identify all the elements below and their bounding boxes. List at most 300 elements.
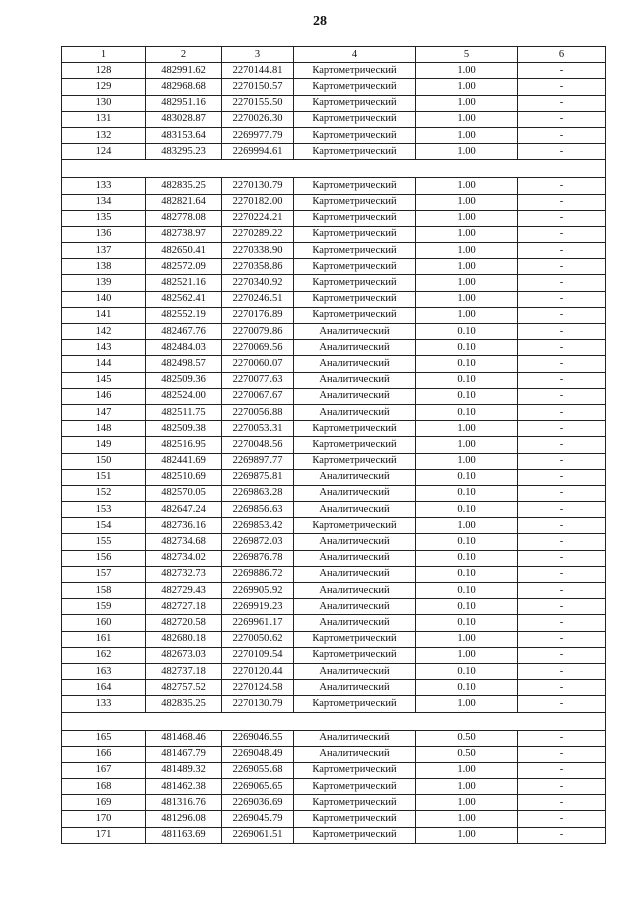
y-coordinate-cell: 2270130.79 <box>222 696 294 712</box>
y-coordinate-cell: 2270224.21 <box>222 210 294 226</box>
x-coordinate-cell: 482441.69 <box>146 453 222 469</box>
note-cell: - <box>518 95 606 111</box>
method-cell: Аналитический <box>294 356 416 372</box>
point-number-cell: 138 <box>62 259 146 275</box>
accuracy-cell: 1.00 <box>416 259 518 275</box>
accuracy-cell: 0.10 <box>416 550 518 566</box>
column-header: 3 <box>222 47 294 63</box>
table-row <box>62 453 606 469</box>
accuracy-cell: 1.00 <box>416 827 518 843</box>
table-row <box>62 566 606 582</box>
point-number-cell: 169 <box>62 795 146 811</box>
method-cell: Картометрический <box>294 811 416 827</box>
note-cell: - <box>518 404 606 420</box>
note-cell: - <box>518 615 606 631</box>
accuracy-cell: 1.00 <box>416 631 518 647</box>
accuracy-cell: 1.00 <box>416 63 518 79</box>
point-number-cell: 136 <box>62 226 146 242</box>
table-row <box>62 340 606 356</box>
x-coordinate-cell: 481489.32 <box>146 762 222 778</box>
y-coordinate-cell: 2270060.07 <box>222 356 294 372</box>
x-coordinate-cell: 482727.18 <box>146 599 222 615</box>
table-row <box>62 469 606 485</box>
x-coordinate-cell: 482951.16 <box>146 95 222 111</box>
x-coordinate-cell: 483153.64 <box>146 127 222 143</box>
table-row <box>62 680 606 696</box>
accuracy-cell: 0.10 <box>416 324 518 340</box>
table-row <box>62 730 606 746</box>
point-number-cell: 143 <box>62 340 146 356</box>
accuracy-cell: 1.00 <box>416 243 518 259</box>
y-coordinate-cell: 2270056.88 <box>222 404 294 420</box>
column-header: 4 <box>294 47 416 63</box>
y-coordinate-cell: 2270124.58 <box>222 680 294 696</box>
point-number-cell: 141 <box>62 307 146 323</box>
point-number-cell: 133 <box>62 178 146 194</box>
y-coordinate-cell: 2270067.67 <box>222 388 294 404</box>
x-coordinate-cell: 482552.19 <box>146 307 222 323</box>
accuracy-cell: 1.00 <box>416 111 518 127</box>
note-cell: - <box>518 356 606 372</box>
accuracy-cell: 1.00 <box>416 453 518 469</box>
table-row <box>62 762 606 778</box>
point-number-cell: 146 <box>62 388 146 404</box>
note-cell: - <box>518 178 606 194</box>
note-cell: - <box>518 340 606 356</box>
x-coordinate-cell: 482516.95 <box>146 437 222 453</box>
table-row <box>62 144 606 160</box>
y-coordinate-cell: 2269036.69 <box>222 795 294 811</box>
note-cell: - <box>518 566 606 582</box>
table-row <box>62 79 606 95</box>
accuracy-cell: 0.10 <box>416 583 518 599</box>
accuracy-cell: 1.00 <box>416 437 518 453</box>
method-cell: Аналитический <box>294 680 416 696</box>
y-coordinate-cell: 2269886.72 <box>222 566 294 582</box>
y-coordinate-cell: 2269055.68 <box>222 762 294 778</box>
point-number-cell: 132 <box>62 127 146 143</box>
x-coordinate-cell: 483295.23 <box>146 144 222 160</box>
y-coordinate-cell: 2269897.77 <box>222 453 294 469</box>
accuracy-cell: 0.50 <box>416 746 518 762</box>
method-cell: Картометрический <box>294 795 416 811</box>
point-number-cell: 133 <box>62 696 146 712</box>
note-cell: - <box>518 583 606 599</box>
accuracy-cell: 0.50 <box>416 730 518 746</box>
x-coordinate-cell: 481296.08 <box>146 811 222 827</box>
method-cell: Аналитический <box>294 324 416 340</box>
x-coordinate-cell: 482736.16 <box>146 518 222 534</box>
note-cell: - <box>518 275 606 291</box>
note-cell: - <box>518 680 606 696</box>
note-cell: - <box>518 388 606 404</box>
x-coordinate-cell: 482734.02 <box>146 550 222 566</box>
x-coordinate-cell: 481467.79 <box>146 746 222 762</box>
note-cell: - <box>518 663 606 679</box>
y-coordinate-cell: 2269905.92 <box>222 583 294 599</box>
method-cell: Картометрический <box>294 631 416 647</box>
table-row <box>62 388 606 404</box>
point-number-cell: 154 <box>62 518 146 534</box>
x-coordinate-cell: 481163.69 <box>146 827 222 843</box>
note-cell: - <box>518 827 606 843</box>
point-number-cell: 159 <box>62 599 146 615</box>
point-number-cell: 152 <box>62 485 146 501</box>
method-cell: Картометрический <box>294 210 416 226</box>
table-body <box>62 63 606 844</box>
x-coordinate-cell: 482991.62 <box>146 63 222 79</box>
table-row <box>62 210 606 226</box>
y-coordinate-cell: 2270048.56 <box>222 437 294 453</box>
accuracy-cell: 1.00 <box>416 795 518 811</box>
y-coordinate-cell: 2270182.00 <box>222 194 294 210</box>
point-number-cell: 158 <box>62 583 146 599</box>
point-number-cell: 156 <box>62 550 146 566</box>
method-cell: Аналитический <box>294 599 416 615</box>
accuracy-cell: 1.00 <box>416 811 518 827</box>
x-coordinate-cell: 482738.97 <box>146 226 222 242</box>
point-number-cell: 140 <box>62 291 146 307</box>
accuracy-cell: 0.10 <box>416 680 518 696</box>
note-cell: - <box>518 226 606 242</box>
method-cell: Аналитический <box>294 746 416 762</box>
accuracy-cell: 1.00 <box>416 518 518 534</box>
x-coordinate-cell: 483028.87 <box>146 111 222 127</box>
x-coordinate-cell: 482968.68 <box>146 79 222 95</box>
point-number-cell: 129 <box>62 79 146 95</box>
table-row <box>62 194 606 210</box>
x-coordinate-cell: 482498.57 <box>146 356 222 372</box>
note-cell: - <box>518 811 606 827</box>
x-coordinate-cell: 482835.25 <box>146 696 222 712</box>
method-cell: Аналитический <box>294 583 416 599</box>
table-row <box>62 95 606 111</box>
point-number-cell: 130 <box>62 95 146 111</box>
table-row <box>62 631 606 647</box>
note-cell: - <box>518 79 606 95</box>
table-row <box>62 827 606 843</box>
y-coordinate-cell: 2270155.50 <box>222 95 294 111</box>
method-cell: Аналитический <box>294 340 416 356</box>
x-coordinate-cell: 482737.18 <box>146 663 222 679</box>
y-coordinate-cell: 2269876.78 <box>222 550 294 566</box>
note-cell: - <box>518 259 606 275</box>
note-cell: - <box>518 518 606 534</box>
accuracy-cell: 1.00 <box>416 226 518 242</box>
accuracy-cell: 1.00 <box>416 779 518 795</box>
column-header: 1 <box>62 47 146 63</box>
point-number-cell: 157 <box>62 566 146 582</box>
y-coordinate-cell: 2270026.30 <box>222 111 294 127</box>
x-coordinate-cell: 482650.41 <box>146 243 222 259</box>
note-cell: - <box>518 453 606 469</box>
column-header: 6 <box>518 47 606 63</box>
y-coordinate-cell: 2270079.86 <box>222 324 294 340</box>
x-coordinate-cell: 482509.38 <box>146 421 222 437</box>
table-row <box>62 811 606 827</box>
point-number-cell: 148 <box>62 421 146 437</box>
x-coordinate-cell: 482511.75 <box>146 404 222 420</box>
note-cell: - <box>518 127 606 143</box>
accuracy-cell: 1.00 <box>416 696 518 712</box>
point-number-cell: 163 <box>62 663 146 679</box>
table-row <box>62 356 606 372</box>
accuracy-cell: 1.00 <box>416 95 518 111</box>
note-cell: - <box>518 144 606 160</box>
method-cell: Картометрический <box>294 259 416 275</box>
table-spacer-row <box>62 160 606 178</box>
point-number-cell: 151 <box>62 469 146 485</box>
x-coordinate-cell: 482821.64 <box>146 194 222 210</box>
note-cell: - <box>518 762 606 778</box>
point-number-cell: 135 <box>62 210 146 226</box>
x-coordinate-cell: 482467.76 <box>146 324 222 340</box>
y-coordinate-cell: 2269856.63 <box>222 502 294 518</box>
table-row <box>62 779 606 795</box>
note-cell: - <box>518 194 606 210</box>
point-number-cell: 131 <box>62 111 146 127</box>
note-cell: - <box>518 502 606 518</box>
point-number-cell: 150 <box>62 453 146 469</box>
x-coordinate-cell: 482729.43 <box>146 583 222 599</box>
y-coordinate-cell: 2270358.86 <box>222 259 294 275</box>
table-row <box>62 795 606 811</box>
accuracy-cell: 1.00 <box>416 647 518 663</box>
table-row <box>62 502 606 518</box>
column-header: 5 <box>416 47 518 63</box>
y-coordinate-cell: 2270340.92 <box>222 275 294 291</box>
table-row <box>62 372 606 388</box>
y-coordinate-cell: 2269875.81 <box>222 469 294 485</box>
y-coordinate-cell: 2270144.81 <box>222 63 294 79</box>
spacer-cell <box>62 712 606 730</box>
accuracy-cell: 0.10 <box>416 356 518 372</box>
table-row <box>62 615 606 631</box>
method-cell: Картометрический <box>294 647 416 663</box>
method-cell: Аналитический <box>294 502 416 518</box>
note-cell: - <box>518 324 606 340</box>
point-number-cell: 167 <box>62 762 146 778</box>
table-row <box>62 127 606 143</box>
table-row <box>62 63 606 79</box>
point-number-cell: 144 <box>62 356 146 372</box>
table-row <box>62 307 606 323</box>
table-row <box>62 485 606 501</box>
y-coordinate-cell: 2269961.17 <box>222 615 294 631</box>
method-cell: Аналитический <box>294 404 416 420</box>
note-cell: - <box>518 631 606 647</box>
note-cell: - <box>518 291 606 307</box>
accuracy-cell: 0.10 <box>416 566 518 582</box>
accuracy-cell: 1.00 <box>416 144 518 160</box>
method-cell: Аналитический <box>294 615 416 631</box>
accuracy-cell: 0.10 <box>416 534 518 550</box>
y-coordinate-cell: 2270176.89 <box>222 307 294 323</box>
point-number-cell: 168 <box>62 779 146 795</box>
method-cell: Аналитический <box>294 485 416 501</box>
method-cell: Картометрический <box>294 79 416 95</box>
table-row <box>62 259 606 275</box>
method-cell: Картометрический <box>294 696 416 712</box>
y-coordinate-cell: 2270120.44 <box>222 663 294 679</box>
x-coordinate-cell: 481316.76 <box>146 795 222 811</box>
note-cell: - <box>518 437 606 453</box>
x-coordinate-cell: 482757.52 <box>146 680 222 696</box>
method-cell: Картометрический <box>294 518 416 534</box>
note-cell: - <box>518 307 606 323</box>
method-cell: Картометрический <box>294 243 416 259</box>
x-coordinate-cell: 482524.00 <box>146 388 222 404</box>
accuracy-cell: 1.00 <box>416 178 518 194</box>
method-cell: Картометрический <box>294 275 416 291</box>
y-coordinate-cell: 2269061.51 <box>222 827 294 843</box>
accuracy-cell: 0.10 <box>416 469 518 485</box>
method-cell: Картометрический <box>294 178 416 194</box>
spacer-cell <box>62 160 606 178</box>
accuracy-cell: 0.10 <box>416 599 518 615</box>
note-cell: - <box>518 534 606 550</box>
accuracy-cell: 0.10 <box>416 485 518 501</box>
accuracy-cell: 0.10 <box>416 404 518 420</box>
table-row <box>62 324 606 340</box>
x-coordinate-cell: 482484.03 <box>146 340 222 356</box>
y-coordinate-cell: 2270069.56 <box>222 340 294 356</box>
x-coordinate-cell: 482647.24 <box>146 502 222 518</box>
point-number-cell: 137 <box>62 243 146 259</box>
y-coordinate-cell: 2269919.23 <box>222 599 294 615</box>
table-row <box>62 583 606 599</box>
x-coordinate-cell: 482734.68 <box>146 534 222 550</box>
table-row <box>62 518 606 534</box>
method-cell: Картометрический <box>294 63 416 79</box>
x-coordinate-cell: 481468.46 <box>146 730 222 746</box>
note-cell: - <box>518 779 606 795</box>
y-coordinate-cell: 2270289.22 <box>222 226 294 242</box>
note-cell: - <box>518 372 606 388</box>
y-coordinate-cell: 2269994.61 <box>222 144 294 160</box>
table-row <box>62 404 606 420</box>
x-coordinate-cell: 482680.18 <box>146 631 222 647</box>
method-cell: Картометрический <box>294 437 416 453</box>
point-number-cell: 142 <box>62 324 146 340</box>
accuracy-cell: 0.10 <box>416 372 518 388</box>
x-coordinate-cell: 482509.36 <box>146 372 222 388</box>
note-cell: - <box>518 421 606 437</box>
note-cell: - <box>518 550 606 566</box>
method-cell: Аналитический <box>294 469 416 485</box>
x-coordinate-cell: 482510.69 <box>146 469 222 485</box>
page-number: 28 <box>313 14 327 29</box>
table-row <box>62 746 606 762</box>
table-row <box>62 111 606 127</box>
point-number-cell: 164 <box>62 680 146 696</box>
table-row <box>62 291 606 307</box>
accuracy-cell: 1.00 <box>416 127 518 143</box>
y-coordinate-cell: 2270150.57 <box>222 79 294 95</box>
accuracy-cell: 0.10 <box>416 615 518 631</box>
point-number-cell: 161 <box>62 631 146 647</box>
note-cell: - <box>518 63 606 79</box>
y-coordinate-cell: 2269046.55 <box>222 730 294 746</box>
table-header-row <box>62 47 606 63</box>
x-coordinate-cell: 482720.58 <box>146 615 222 631</box>
y-coordinate-cell: 2269065.65 <box>222 779 294 795</box>
table-row <box>62 647 606 663</box>
point-number-cell: 124 <box>62 144 146 160</box>
x-coordinate-cell: 482570.05 <box>146 485 222 501</box>
method-cell: Картометрический <box>294 779 416 795</box>
note-cell: - <box>518 746 606 762</box>
method-cell: Аналитический <box>294 550 416 566</box>
column-header: 2 <box>146 47 222 63</box>
y-coordinate-cell: 2270338.90 <box>222 243 294 259</box>
coordinates-table <box>61 46 606 844</box>
method-cell: Аналитический <box>294 566 416 582</box>
accuracy-cell: 1.00 <box>416 421 518 437</box>
point-number-cell: 128 <box>62 63 146 79</box>
note-cell: - <box>518 485 606 501</box>
method-cell: Картометрический <box>294 226 416 242</box>
point-number-cell: 153 <box>62 502 146 518</box>
point-number-cell: 160 <box>62 615 146 631</box>
note-cell: - <box>518 111 606 127</box>
y-coordinate-cell: 2270050.62 <box>222 631 294 647</box>
table-row <box>62 663 606 679</box>
method-cell: Картометрический <box>294 827 416 843</box>
accuracy-cell: 0.10 <box>416 388 518 404</box>
accuracy-cell: 1.00 <box>416 762 518 778</box>
x-coordinate-cell: 481462.38 <box>146 779 222 795</box>
y-coordinate-cell: 2270109.54 <box>222 647 294 663</box>
table-row <box>62 226 606 242</box>
y-coordinate-cell: 2270077.63 <box>222 372 294 388</box>
method-cell: Картометрический <box>294 421 416 437</box>
x-coordinate-cell: 482572.09 <box>146 259 222 275</box>
method-cell: Картометрический <box>294 144 416 160</box>
method-cell: Аналитический <box>294 663 416 679</box>
point-number-cell: 171 <box>62 827 146 843</box>
y-coordinate-cell: 2269048.49 <box>222 746 294 762</box>
note-cell: - <box>518 696 606 712</box>
y-coordinate-cell: 2270053.31 <box>222 421 294 437</box>
y-coordinate-cell: 2269045.79 <box>222 811 294 827</box>
x-coordinate-cell: 482778.08 <box>146 210 222 226</box>
note-cell: - <box>518 647 606 663</box>
point-number-cell: 155 <box>62 534 146 550</box>
x-coordinate-cell: 482562.41 <box>146 291 222 307</box>
method-cell: Картометрический <box>294 127 416 143</box>
table-row <box>62 550 606 566</box>
point-number-cell: 165 <box>62 730 146 746</box>
accuracy-cell: 0.10 <box>416 502 518 518</box>
accuracy-cell: 1.00 <box>416 79 518 95</box>
accuracy-cell: 1.00 <box>416 210 518 226</box>
point-number-cell: 149 <box>62 437 146 453</box>
table-row <box>62 696 606 712</box>
method-cell: Картометрический <box>294 194 416 210</box>
point-number-cell: 139 <box>62 275 146 291</box>
table-row <box>62 437 606 453</box>
method-cell: Аналитический <box>294 730 416 746</box>
x-coordinate-cell: 482521.16 <box>146 275 222 291</box>
y-coordinate-cell: 2269872.03 <box>222 534 294 550</box>
method-cell: Картометрический <box>294 291 416 307</box>
accuracy-cell: 1.00 <box>416 291 518 307</box>
point-number-cell: 134 <box>62 194 146 210</box>
table-row <box>62 534 606 550</box>
x-coordinate-cell: 482673.03 <box>146 647 222 663</box>
accuracy-cell: 1.00 <box>416 275 518 291</box>
